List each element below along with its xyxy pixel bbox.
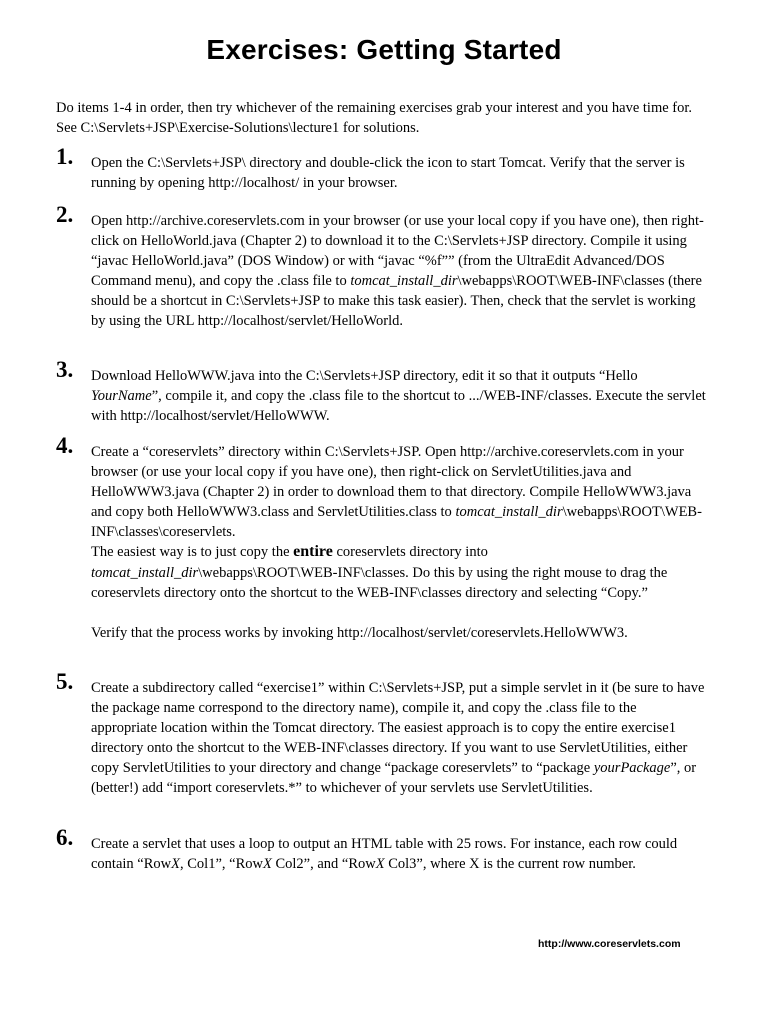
exercise-number: 2.	[56, 202, 74, 227]
exercise-6	[56, 825, 706, 874]
exercise-text: Create a servlet that uses a loop to output an HTML table with 25 rows. For instance, each row could contain “RowX, Col1”, “RowX Col2”, and “RowX Col3”, where X is the current row number.	[91, 836, 678, 873]
exercise-3	[56, 357, 706, 426]
exercise-number: 4.	[56, 433, 74, 458]
exercise-text: Open the C:\Servlets+JSP\ directory and double-click the icon to start Tomcat. Verify that the server is running by opening http://localhost/ in your browser.	[91, 155, 685, 192]
exercise-number: 5.	[56, 669, 74, 694]
exercise-1	[56, 144, 706, 193]
exercise-text: Create a “coreservlets” directory within C:\Servlets+JSP. Open http://archive.coreservlets.com in your browser (or use your local copy if you have one), then right-click on ServletUtilities.java and HelloWWW3.java (Chapter 2) in order to download them to that directory. Compile HelloWWW3.java and copy both HelloWWW3.class and ServletUtilities.class to tomcat_install_dir\webapps\ROOT\WEB-INF\classes\coreservlets. The easiest way is to just copy the entire coreservlets directory into tomcat_install_dir\webapps\ROOT\WEB-INF\classes. Do this by using the right mouse to drag the coreservlets directory onto the shortcut to the WEB-INF\classes directory and selecting “Copy.” Verify that the process works by invoking http://localhost/servlet/coreservlets.HelloWWW3.	[91, 444, 702, 641]
exercise-text: Open http://archive.coreservlets.com in your browser (or use your local copy if you have one), then right-click on HelloWorld.java (Chapter 2) to download it to the C:\Servlets+JSP directory. Compile it using “javac HelloWorld.java” (DOS Window) or with “javac “%f”” (from the UltraEdit Advanced/DOS Command menu), and copy the .class file to tomcat_install_dir\webapps\ROOT\WEB-INF\classes (there should be a shortcut in C:\Servlets+JSP to make this task easier). Then, check that the servlet is working by using the URL http://localhost/servlet/HelloWorld.	[91, 213, 704, 330]
exercise-number: 1.	[56, 144, 74, 169]
exercise-2	[56, 202, 706, 332]
exercise-text: Create a subdirectory called “exercise1” within C:\Servlets+JSP, put a simple servlet in it (be sure to have the package name correspond to the directory name), compile it, and copy the .class file to the appropriate location within the Tomcat directory. The easiest approach is to copy the entire exercise1 directory onto the shortcut to the WEB-INF\classes directory. If you want to use ServletUtilities, either copy ServletUtilities to your directory and change “package coreservlets” to “package yourPackage”, or (better!) add “import coreservlets.*” to whichever of your servlets use ServletUtilities.	[91, 680, 705, 797]
footer-url[interactable]: http://www.coreservlets.com	[538, 938, 681, 950]
exercise-4	[56, 433, 706, 643]
intro-paragraph: Do items 1-4 in order, then try whichever of the remaining exercises grab your interest and you have time for. See C:\Servlets+JSP\Exercise-Solutions\lecture1 for solutions.	[56, 100, 693, 136]
exercise-number: 3.	[56, 357, 74, 382]
page-title: Exercises: Getting Started	[206, 34, 562, 65]
exercise-number: 6.	[56, 825, 74, 850]
exercise-5	[56, 669, 706, 799]
exercise-text: Download HelloWWW.java into the C:\Servlets+JSP directory, edit it so that it outputs “Hello YourName”, compile it, and copy the .class file to the shortcut to .../WEB-INF/classes. Execute the servlet with http://localhost/servlet/HelloWWW.	[91, 368, 706, 425]
